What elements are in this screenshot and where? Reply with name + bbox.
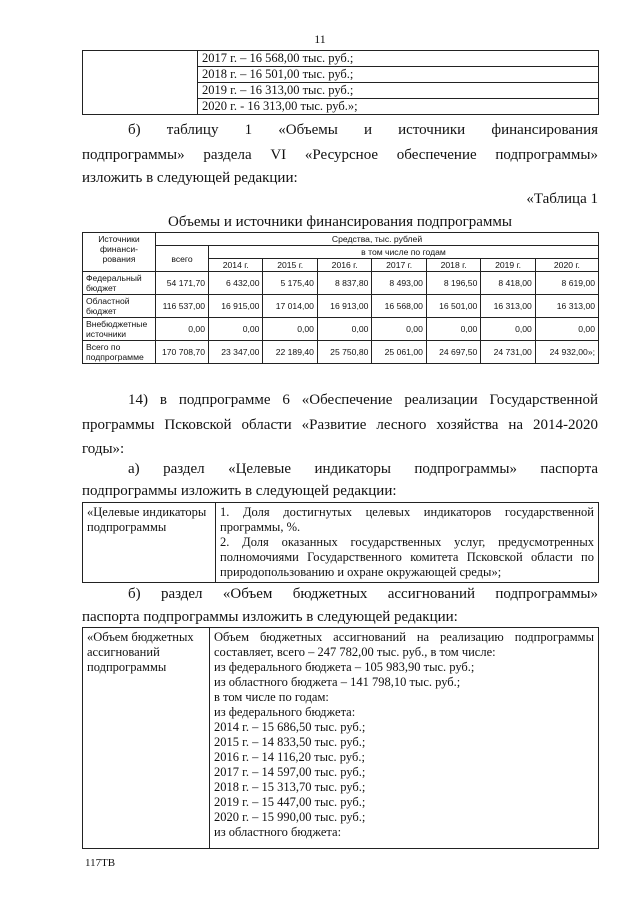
table-row bbox=[83, 51, 599, 67]
row-label: Областной бюджет bbox=[83, 295, 156, 318]
table-cell: 2020 г. - 16 313,00 тыс. руб.»; bbox=[198, 99, 599, 115]
budget-table bbox=[82, 627, 599, 849]
row-value: 8 493,00 bbox=[372, 272, 426, 295]
page-number: 11 bbox=[314, 32, 326, 46]
row-value: 24 697,50 bbox=[426, 341, 480, 364]
budget-line: 2019 г. – 15 447,00 тыс. руб.; bbox=[214, 795, 366, 809]
indicator-item: 1. Доля достигнутых целевых индикаторов государственной программы, %. bbox=[220, 505, 594, 534]
indicator-item: 2. Доля оказанных государственных услуг, предусмотренных полномочиями Государственного комитета Псковской области по природопользованию и охране окружающей среды»; bbox=[220, 535, 594, 579]
row-value: 0,00 bbox=[481, 318, 535, 341]
budget-line: из областного бюджета – 141 798,10 тыс. руб.; bbox=[214, 675, 461, 689]
row-label: Внебюджетные источники bbox=[83, 318, 156, 341]
table-cell-empty bbox=[83, 51, 198, 115]
paragraph-b1-line2: подпрограммы» раздела VI «Ресурсное обеспечение подпрограммы» bbox=[82, 147, 598, 163]
footer-code: 117ТВ bbox=[85, 857, 116, 869]
year-header: 2014 г. bbox=[209, 259, 263, 272]
paragraph-14-line3: годы»: bbox=[82, 441, 125, 457]
row-label: Всего по подпрограмме bbox=[83, 341, 156, 364]
row-value: 8 837,80 bbox=[317, 272, 371, 295]
row-value: 25 750,80 bbox=[317, 341, 371, 364]
header-source: Источники финанси-рования bbox=[83, 233, 156, 272]
table-row bbox=[83, 272, 599, 295]
paragraph-b1-line1: б) таблицу 1 «Объемы и источники финансирования bbox=[128, 122, 598, 138]
paragraph-b2-line2: паспорта подпрограммы изложить в следующей редакции: bbox=[82, 609, 458, 625]
row-total: 170 708,70 bbox=[156, 341, 209, 364]
row-total: 0,00 bbox=[156, 318, 209, 341]
row-value: 16 915,00 bbox=[209, 295, 263, 318]
indicators-table bbox=[82, 502, 599, 583]
budget-line: из федерального бюджета: bbox=[214, 705, 356, 719]
row-value: 0,00 bbox=[317, 318, 371, 341]
row-value: 5 175,40 bbox=[263, 272, 317, 295]
funding-sources-table bbox=[82, 232, 599, 364]
paragraph-b2-line1: б) раздел «Объем бюджетных ассигнований подпрограммы» bbox=[128, 586, 598, 602]
budget-content bbox=[210, 628, 599, 849]
year-header: 2018 г. bbox=[426, 259, 480, 272]
row-value: 16 313,00 bbox=[535, 295, 598, 318]
row-value: 0,00 bbox=[263, 318, 317, 341]
header-funds: Средства, тыс. рублей bbox=[156, 233, 599, 246]
budget-label: «Объем бюджетных ассигнований подпрограммы bbox=[83, 628, 210, 849]
header-years: в том числе по годам bbox=[209, 246, 599, 259]
budget-line: 2017 г. – 14 597,00 тыс. руб.; bbox=[214, 765, 366, 779]
year-header: 2020 г. bbox=[535, 259, 598, 272]
budget-line: в том числе по годам: bbox=[214, 690, 329, 704]
row-label: Федеральный бюджет bbox=[83, 272, 156, 295]
table-header-row bbox=[83, 233, 599, 246]
table-header-row bbox=[83, 246, 599, 259]
top-funding-table bbox=[82, 50, 599, 115]
row-value: 23 347,00 bbox=[209, 341, 263, 364]
budget-line: из федерального бюджета – 105 983,90 тыс. руб.; bbox=[214, 660, 475, 674]
paragraph-14-line1: 14) в подпрограмме 6 «Обеспечение реализации Государственной bbox=[128, 392, 598, 408]
header-total: всего bbox=[156, 246, 209, 272]
row-value: 0,00 bbox=[209, 318, 263, 341]
budget-line: 2016 г. – 14 116,20 тыс. руб.; bbox=[214, 750, 365, 764]
row-value: 22 189,40 bbox=[263, 341, 317, 364]
year-header: 2016 г. bbox=[317, 259, 371, 272]
row-value: 16 568,00 bbox=[372, 295, 426, 318]
paragraph-a-line2: подпрограммы изложить в следующей редакции: bbox=[82, 483, 397, 499]
table-row bbox=[83, 318, 599, 341]
budget-line: 2015 г. – 14 833,50 тыс. руб.; bbox=[214, 735, 366, 749]
table-row bbox=[83, 295, 599, 318]
row-value: 0,00 bbox=[426, 318, 480, 341]
row-value: 0,00 bbox=[535, 318, 598, 341]
row-value: 0,00 bbox=[372, 318, 426, 341]
indicators-content bbox=[216, 503, 599, 583]
table-label: «Таблица 1 bbox=[526, 191, 598, 207]
table-cell: 2019 г. – 16 313,00 тыс. руб.; bbox=[198, 83, 599, 99]
budget-line: 2018 г. – 15 313,70 тыс. руб.; bbox=[214, 780, 366, 794]
row-value: 25 061,00 bbox=[372, 341, 426, 364]
year-header: 2019 г. bbox=[481, 259, 535, 272]
table-title: Объемы и источники финансирования подпрограммы bbox=[168, 214, 512, 230]
budget-line: 2014 г. – 15 686,50 тыс. руб.; bbox=[214, 720, 366, 734]
row-value: 8 196,50 bbox=[426, 272, 480, 295]
budget-line: составляет, всего – 247 782,00 тыс. руб., в том числе: bbox=[214, 645, 496, 659]
paragraph-a-line1: а) раздел «Целевые индикаторы подпрограммы» паспорта bbox=[128, 461, 598, 477]
table-cell: 2017 г. – 16 568,00 тыс. руб.; bbox=[198, 51, 599, 67]
budget-line: 2020 г. – 15 990,00 тыс. руб.; bbox=[214, 810, 366, 824]
row-value: 24 731,00 bbox=[481, 341, 535, 364]
year-header: 2015 г. bbox=[263, 259, 317, 272]
row-value: 16 313,00 bbox=[481, 295, 535, 318]
budget-line: из областного бюджета: bbox=[214, 825, 342, 839]
table-row bbox=[83, 628, 599, 849]
table-cell: 2018 г. – 16 501,00 тыс. руб.; bbox=[198, 67, 599, 83]
row-value: 17 014,00 bbox=[263, 295, 317, 318]
row-value: 6 432,00 bbox=[209, 272, 263, 295]
row-value: 8 418,00 bbox=[481, 272, 535, 295]
row-value: 24 932,00»; bbox=[535, 341, 598, 364]
paragraph-14-line2: программы Псковской области «Развитие лесного хозяйства на 2014-2020 bbox=[82, 417, 598, 433]
row-value: 16 913,00 bbox=[317, 295, 371, 318]
paragraph-b1-line3: изложить в следующей редакции: bbox=[82, 170, 298, 186]
indicators-label: «Целевые индикаторы подпрограммы bbox=[83, 503, 216, 583]
row-value: 8 619,00 bbox=[535, 272, 598, 295]
row-total: 54 171,70 bbox=[156, 272, 209, 295]
budget-line: Объем бюджетных ассигнований на реализацию подпрограммы bbox=[214, 630, 594, 644]
table-row bbox=[83, 341, 599, 364]
row-total: 116 537,00 bbox=[156, 295, 209, 318]
row-value: 16 501,00 bbox=[426, 295, 480, 318]
table-row bbox=[83, 503, 599, 583]
year-header: 2017 г. bbox=[372, 259, 426, 272]
